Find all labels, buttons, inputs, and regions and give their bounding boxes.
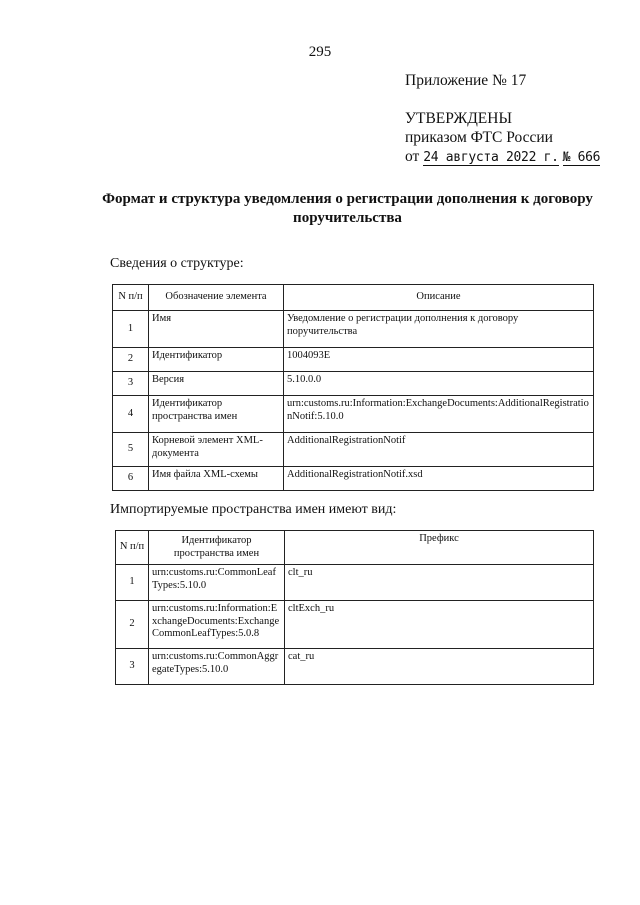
table-row (113, 372, 594, 396)
row-namespace: urn:customs.ru:Information:ExchangeDocuments:ExchangeCommonLeafTypes:5.0.8 (149, 601, 285, 649)
row-namespace: urn:customs.ru:CommonLeafTypes:5.10.0 (149, 565, 285, 601)
column-header-number: N п/п (116, 531, 149, 565)
row-element: Версия (149, 372, 284, 396)
row-description: Уведомление о регистрации дополнения к договору поручительства (284, 311, 594, 348)
row-description: AdditionalRegistrationNotif.xsd (284, 467, 594, 491)
column-header-element: Обозначение элемента (149, 285, 284, 311)
approval-date-line (405, 147, 600, 167)
table-row (116, 601, 594, 649)
table-row (113, 348, 594, 372)
approval-number: № 666 (562, 150, 601, 165)
approval-heading: УТВЕРЖДЕНЫ (405, 110, 512, 127)
row-number: 5 (113, 433, 149, 467)
structure-table-header (113, 285, 594, 311)
column-header-number: N п/п (113, 285, 149, 311)
document-title: Формат и структура уведомления о регистрации дополнения к договору поручительства (102, 191, 593, 226)
row-element: Идентификатор пространства имен (149, 396, 284, 433)
row-element: Имя (149, 311, 284, 348)
page-number: 295 (308, 44, 332, 60)
row-element: Имя файла XML-схемы (149, 467, 284, 491)
row-description: 5.10.0.0 (284, 372, 594, 396)
column-header-description: Описание (284, 285, 594, 311)
table-row (116, 565, 594, 601)
row-prefix: cat_ru (285, 649, 594, 685)
row-number: 3 (116, 649, 149, 685)
table-row (113, 433, 594, 467)
row-namespace: urn:customs.ru:CommonAggregateTypes:5.10.0 (149, 649, 285, 685)
approval-date-prefix: от (405, 148, 420, 165)
approval-order: приказом ФТС России (405, 129, 553, 146)
column-header-prefix: Префикс (285, 531, 594, 565)
row-prefix: cltExch_ru (285, 601, 594, 649)
structure-heading: Сведения о структуре: (110, 256, 244, 271)
row-description: 1004093E (284, 348, 594, 372)
row-number: 1 (113, 311, 149, 348)
imports-table-header (116, 531, 594, 565)
row-prefix: clt_ru (285, 565, 594, 601)
row-element: Идентификатор (149, 348, 284, 372)
approval-block (405, 109, 600, 167)
table-row (116, 649, 594, 685)
appendix-label: Приложение № 17 (405, 72, 527, 89)
approval-date: 24 августа 2022 г. (423, 150, 559, 165)
column-header-namespace: Идентификатор пространства имен (149, 531, 285, 565)
table-row (113, 467, 594, 491)
row-number: 2 (113, 348, 149, 372)
row-number: 1 (116, 565, 149, 601)
table-row (113, 311, 594, 348)
row-number: 6 (113, 467, 149, 491)
row-element: Корневой элемент XML-документа (149, 433, 284, 467)
row-description: AdditionalRegistrationNotif (284, 433, 594, 467)
structure-table (112, 284, 594, 491)
row-number: 4 (113, 396, 149, 433)
imports-table (115, 530, 594, 685)
table-row (113, 396, 594, 433)
imports-heading: Импортируемые пространства имен имеют вид: (110, 502, 397, 517)
row-number: 3 (113, 372, 149, 396)
row-description: urn:customs.ru:Information:ExchangeDocuments:AdditionalRegistrationNotif:5.10.0 (284, 396, 594, 433)
row-number: 2 (116, 601, 149, 649)
